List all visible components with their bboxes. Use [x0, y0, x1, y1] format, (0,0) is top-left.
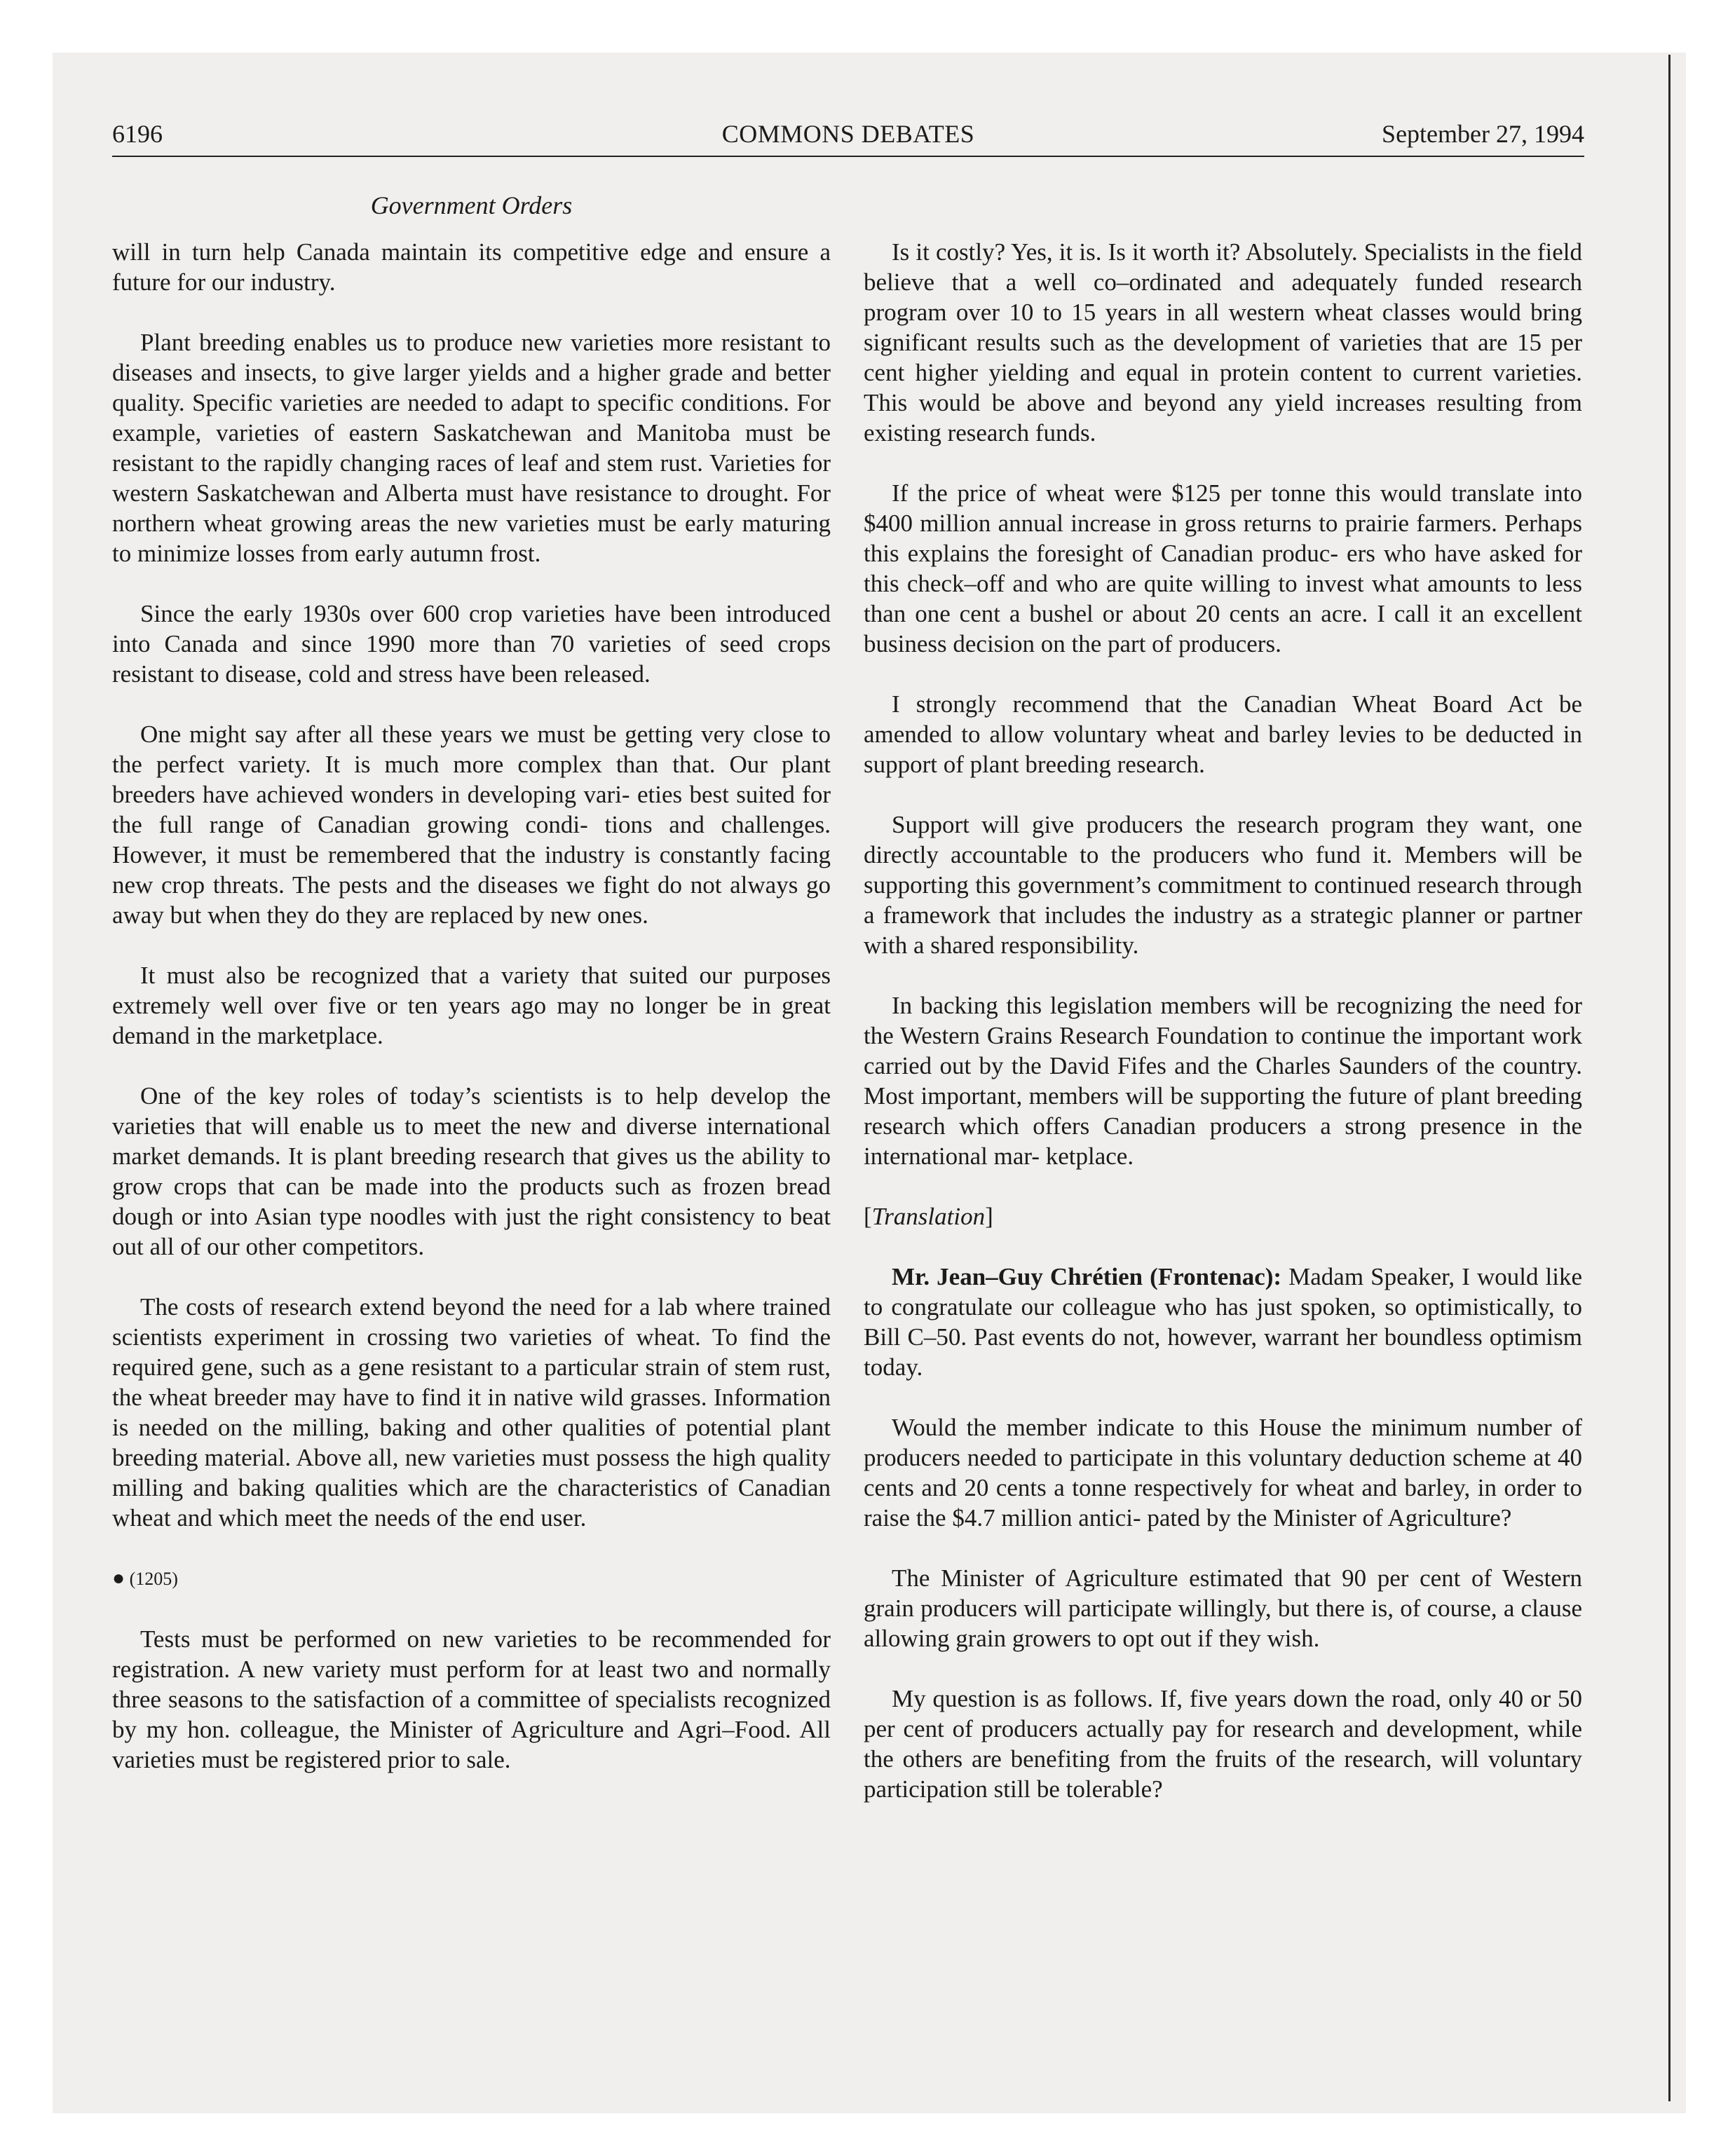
paragraph: The costs of research extend beyond the need for a lab where trained scientists experiment in crossing two varieties of wheat. To find the required gene, such as a gene resistant to a particular strain of stem rust, the wheat breeder may have to find it in native wild grasses. Information is needed on the milling, baking and other qualities of potential plant breeding material. Above all, new varieties must possess the high quality milling and baking qualities which are the characteristics of Canadian wheat and which meet the needs of the end user.	[112, 1293, 831, 1531]
time-stamp	[112, 1563, 831, 1594]
header-date: September 27, 1994	[1382, 120, 1584, 148]
page-header	[112, 119, 1584, 154]
bracket-close: ]	[985, 1203, 993, 1230]
section-title: Government Orders	[370, 191, 573, 219]
paragraph: Support will give producers the research program they want, one directly accountable to the producers who fund it. Members will be supporting this government’s commitment to continued research through a framework that includes the industry as a strategic planner or partner with a shared responsibility.	[864, 811, 1582, 959]
paragraph: The Minister of Agriculture estimated that 90 per cent of Western grain producers will participate willingly, but there is, of course, a clause allowing grain growers to opt out if they wish.	[864, 1564, 1582, 1652]
time-stamp-text: (1205)	[129, 1569, 178, 1589]
translation-note	[864, 1201, 1582, 1231]
journal-title: COMMONS DEBATES	[721, 120, 975, 148]
paragraph: Would the member indicate to this House the minimum number of producers needed to participate in this voluntary deduction scheme at 40 cents and 20 cents a tonne respectively for wheat and barley, in order to raise the $4.7 million antici- pated by the Minister of Agriculture?	[864, 1414, 1582, 1531]
paragraph: Since the early 1930s over 600 crop varieties have been introduced into Canada and since 1990 more than 70 varieties of seed crops resistant to disease, cold and stress have been released.	[112, 600, 831, 688]
bracket-open: [	[864, 1203, 872, 1230]
speech-text: Madam Speaker, I would like to congratulate our colleague who has just spoken, so optimistically, to Bill C–50. Past events do not, however, warrant her boundless optimism today.	[864, 1263, 1582, 1381]
paragraph: One of the key roles of today’s scientists is to help develop the varieties that will enable us to meet the new and diverse international market demands. It is plant breeding research that gives us the ability to grow crops that can be made into the products such as frozen bread dough or into Asian type noodles with just the right consistency to beat out all of our other competitors.	[112, 1082, 831, 1260]
paragraph: My question is as follows. If, five years down the road, only 40 or 50 per cent of producers actually pay for research and development, while the others are benefiting from the fruits of the research, will voluntary participation still be tolerable?	[864, 1685, 1582, 1803]
speech-paragraph	[864, 1262, 1582, 1382]
paragraph: If the price of wheat were $125 per tonne this would translate into $400 million annual increase in gross returns to prairie farmers. Perhaps this explains the foresight of Canadian produc- ers who have asked for this check–off and who are quite willing to invest what amounts to less than one cent a bushel or about 20 cents an acre. I call it an excellent business decision on the part of producers.	[864, 479, 1582, 657]
page-number: 6196	[112, 120, 163, 148]
paragraph: One might say after all these years we must be getting very close to the perfect variety. It is much more complex than that. Our plant breeders have achieved wonders in developing vari- eties best suited for the full range of Canadian growing condi- tions and challenges. However, it must be remembered that the industry is constantly facing new crop threats. The pests and the diseases we fight do not always go away but when they do they are replaced by new ones.	[112, 721, 831, 929]
paragraph: In backing this legislation members will be recognizing the need for the Western Grains Research Foundation to continue the important work carried out by the David Fifes and the Charles Saunders of the country. Most important, members will be supporting the future of plant breeding research which offers Canadian producers a strong presence in the international mar- ketplace.	[864, 992, 1582, 1170]
left-column	[112, 237, 831, 1805]
paragraph: It must also be recognized that a variety that suited our purposes extremely well over five or ten years ago may no longer be in great demand in the marketplace.	[112, 962, 831, 1049]
paragraph: will in turn help Canada maintain its competitive edge and ensure a future for our industry.	[112, 238, 831, 296]
speaker-name: Mr. Jean–Guy Chrétien (Frontenac):	[892, 1263, 1282, 1290]
paragraph: Tests must be performed on new varieties to be recommended for registration. A new variety must perform for at least two and normally three seasons to the satisfaction of a committee of specialists recognized by my hon. colleague, the Minister of Agriculture and Agri–Food. All varieties must be registered prior to sale.	[112, 1625, 831, 1773]
paragraph: Is it costly? Yes, it is. Is it worth it? Absolutely. Specialists in the field believe that a well co–ordinated and adequately funded research program over 10 to 15 years in all western wheat classes would bring significant results such as the development of varieties that are 15 per cent higher yielding and equal in protein content to current varieties. This would be above and beyond any yield increases resulting from existing research funds.	[864, 238, 1582, 446]
right-column	[864, 237, 1582, 1834]
paragraph: I strongly recommend that the Canadian Wheat Board Act be amended to allow voluntary wheat and barley levies to be deducted in support of plant breeding research.	[864, 690, 1582, 778]
header-rule	[112, 156, 1584, 157]
bullet-icon: ●	[112, 1567, 125, 1590]
translation-label: Translation	[871, 1203, 986, 1230]
paragraph: Plant breeding enables us to produce new varieties more resistant to diseases and insects, to give larger yields and a higher grade and better quality. Specific varieties are needed to adapt to specific conditions. For example, varieties of eastern Saskatchewan and Manitoba must be resistant to the rapidly changing races of leaf and stem rust. Varieties for western Saskatchewan and Alberta must have resistance to drought. For northern wheat growing areas the new varieties must be early maturing to minimize losses from early autumn frost.	[112, 329, 831, 567]
page-edge-line	[1668, 55, 1671, 2101]
